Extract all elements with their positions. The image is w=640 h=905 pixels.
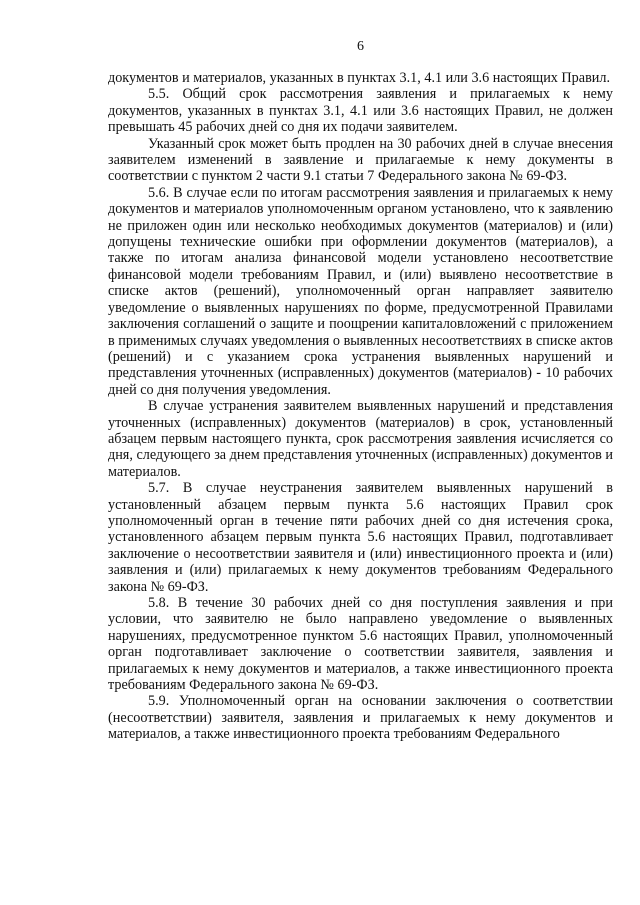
paragraph-continuation: документов и материалов, указанных в пунктах 3.1, 4.1 или 3.6 настоящих Правил. xyxy=(108,70,610,86)
page-number: 6 xyxy=(357,39,364,54)
document-page xyxy=(108,38,613,743)
paragraph-5-6: 5.6. В случае если по итогам рассмотрения заявления и прилагаемых к нему документов и материалов уполномоченным органом установлено, что к заявлению не приложен один или несколько необходимых документов (материалов) и (или) допущены технические ошибки при оформлении документов (материалов), а также по итогам анализа финансовой модели установлено несоответствие финансовой модели требованиям Правил, и (или) выявлено несоответствие в списке актов (решений), уполномоченный орган направляет заявителю уведомление о выявленных нарушениях по форме, предусмотренной Правилами заключения соглашений о защите и поощрении капиталовложений с приложением в применимых случаях уведомления о выявленных несоответствиях в списке актов (решений) и с указанием срока устранения выявленных нарушений и представления уточненных (исправленных) документов (материалов) - 10 рабочих дней со дня получения уведомления. xyxy=(108,184,613,398)
paragraph-5-6-second: В случае устранения заявителем выявленных нарушений и представления уточненных (исправленных) документов (материалов) в срок, установленный абзацем первым настоящего пункта, срок рассмотрения заявления исчисляется со дня, следующего за днем представления уточненных (исправленных) документов и материалов. xyxy=(108,398,613,480)
paragraph-5-5: 5.5. Общий срок рассмотрения заявления и прилагаемых к нему документов, указанных в пунктах 3.1, 4.1 или 3.6 настоящих Правил, не должен превышать 45 рабочих дней со дня их подачи заявителем. xyxy=(108,86,613,136)
paragraph-5-8: 5.8. В течение 30 рабочих дней со дня поступления заявления и при условии, что заявителю не было направлено уведомление о выявленных нарушениях, предусмотренное пунктом 5.6 настоящих Правил, уполномоченный орган подготавливает заключение о соответствии заявителя, заявления и прилагаемых к нему документов и материалов, а также инвестиционного проекта требованиям Федерального закона № 69-ФЗ. xyxy=(108,595,613,694)
paragraph-term-extension: Указанный срок может быть продлен на 30 рабочих дней в случае внесения заявителем изменений в заявление и прилагаемые к нему документы в соответствии с пунктом 2 части 9.1 статьи 7 Федерального закона № 69-ФЗ. xyxy=(108,135,613,185)
document-body xyxy=(108,70,613,743)
paragraph-5-9: 5.9. Уполномоченный орган на основании заключения о соответствии (несоответствии) заявителя, заявления и прилагаемых к нему документов и материалов, а также инвестиционного проекта требованиям Федерального xyxy=(108,693,613,743)
paragraph-5-7: 5.7. В случае неустранения заявителем выявленных нарушений в установленный абзацем первым пункта 5.6 настоящих Правил срок уполномоченный орган в течение пяти рабочих дней со дня истечения срока, установленного абзацем первым пункта 5.6 настоящих Правил, подготавливает заключение о несоответствии заявителя и (или) инвестиционного проекта и (или) заявления и (или) прилагаемых к нему документов требованиям Федерального закона № 69-ФЗ. xyxy=(108,480,613,595)
